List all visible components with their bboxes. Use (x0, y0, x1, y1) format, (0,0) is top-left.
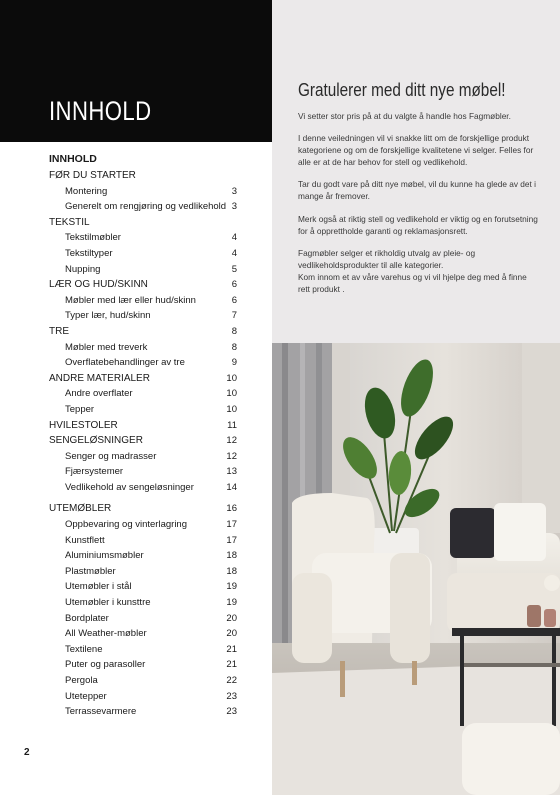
toc-entry[interactable] (49, 262, 239, 278)
toc-label: Aluminiumsmøbler (65, 550, 144, 562)
toc-page-number: 3 (231, 185, 237, 197)
living-room-photo-illustration (272, 343, 560, 795)
toc-entry[interactable] (49, 533, 239, 549)
living-room-photo (272, 343, 560, 795)
toc-entry[interactable] (49, 386, 239, 402)
toc-label: Møbler med lær eller hud/skinn (65, 294, 196, 306)
toc-page-number: 11 (227, 419, 237, 431)
toc-label: Overflatebehandlinger av tre (65, 357, 185, 369)
toc-entry[interactable] (49, 611, 239, 627)
toc-page-number: 17 (226, 534, 237, 546)
toc-page-number: 23 (226, 706, 237, 718)
toc-section[interactable] (49, 324, 239, 340)
toc-label: Fjærsystemer (65, 466, 124, 478)
toc-label: Tekstiltyper (65, 247, 113, 259)
toc-label: Utemøbler i kunsttre (65, 597, 151, 609)
toc-label: Typer lær, hud/skinn (65, 310, 151, 322)
toc-label: Kunstflett (65, 534, 105, 546)
toc-label: Senger og madrasser (65, 450, 157, 462)
toc-label: All Weather-møbler (65, 628, 147, 640)
toc-section[interactable] (49, 168, 239, 184)
toc-page-number: 23 (226, 690, 237, 702)
toc-section[interactable] (49, 501, 239, 517)
intro-paragraph: Tar du godt vare på ditt nye møbel, vil du kunne ha glede av det i mange år fremover. (298, 179, 536, 202)
toc-page-number: 10 (226, 372, 237, 384)
toc-page-number: 20 (226, 612, 237, 624)
toc-label: Oppbevaring og vinterlagring (65, 519, 187, 531)
intro-text (298, 110, 538, 305)
toc-page-number: 13 (226, 466, 237, 478)
toc-page-number: 4 (231, 232, 237, 244)
toc-page-number: 19 (226, 581, 237, 593)
toc-page-number: 9 (231, 357, 237, 369)
toc-entry[interactable] (49, 564, 239, 580)
toc-page-number: 18 (226, 565, 237, 577)
toc-entry[interactable] (49, 579, 239, 595)
toc-page-number: 4 (231, 247, 237, 259)
intro-paragraph: I denne veiledningen vil vi snakke litt om de forskjellige produkt kategoriene og om de forskjellige kvalitetene vi selger. Felles for alle er at de har behov for stell og vedlikehold. (298, 133, 534, 168)
header-title: INNHOLD (49, 96, 152, 126)
toc-label: Utetepper (65, 690, 107, 702)
toc-entry[interactable] (49, 199, 239, 215)
toc-label: UTEMØBLER (49, 503, 112, 515)
toc-label: Puter og parasoller (65, 659, 146, 671)
toc-label: Tekstilmøbler (65, 232, 121, 244)
toc-label: Utemøbler i stål (65, 581, 132, 593)
toc-label: LÆR OG HUD/SKINN (49, 279, 148, 291)
toc-page-number: 16 (226, 503, 237, 515)
toc-label: Nupping (65, 263, 101, 275)
toc-page-number: 6 (231, 294, 237, 306)
page-number: 2 (24, 747, 30, 758)
toc-label: SENGELØSNINGER (49, 435, 143, 447)
toc-section[interactable] (49, 215, 239, 231)
toc-label: Pergola (65, 675, 98, 686)
toc-label: Tepper (65, 403, 95, 415)
toc-entry[interactable] (49, 184, 239, 200)
toc-page-number: 21 (226, 643, 237, 655)
toc-label: Textilene (65, 643, 103, 655)
toc-label: Andre overflater (65, 388, 133, 400)
toc-label: Montering (65, 185, 108, 197)
toc-label: FØR DU STARTER (49, 170, 136, 181)
toc-entry[interactable] (49, 657, 239, 673)
toc-page-number: 8 (231, 325, 237, 337)
toc-page-number: 18 (226, 550, 237, 562)
intro-paragraph: Fagmøbler selger et rikholdig utvalg av pleie- og vedlikeholdsprodukter til alle kategorier. Kom innom et av våre varehus og vi vil hjelpe deg med å finne rett produkt . (298, 247, 527, 295)
toc-page-number: 21 (226, 659, 237, 671)
toc-label: Vedlikehold av sengeløsninger (65, 481, 194, 493)
toc-page-number: 14 (226, 481, 237, 493)
toc-page-number: 12 (226, 435, 237, 447)
toc-entry[interactable] (49, 308, 239, 324)
toc-section[interactable] (49, 277, 239, 293)
toc-page-number: 22 (226, 675, 237, 686)
toc-label: Generelt om rengjøring og vedlikehold (65, 201, 227, 213)
toc-entry[interactable] (49, 704, 239, 720)
toc-page-number: 3 (231, 201, 237, 213)
toc-entry[interactable] (49, 642, 239, 658)
toc-page-number: 6 (231, 279, 237, 291)
toc-label: Bordplater (65, 612, 109, 624)
toc-entry[interactable] (49, 230, 239, 246)
table-of-contents (49, 152, 239, 720)
toc-entry[interactable] (49, 464, 239, 480)
intro-paragraph: Vi setter stor pris på at du valgte å handle hos Fagmøbler. (298, 111, 511, 121)
toc-page-number: 10 (226, 403, 237, 415)
toc-page-number: 12 (226, 450, 237, 462)
toc-page-number: 10 (226, 388, 237, 400)
toc-label: HVILESTOLER (49, 419, 118, 431)
toc-entry[interactable] (49, 595, 239, 611)
toc-label: ANDRE MATERIALER (49, 372, 150, 384)
toc-label: Terrassevarmere (65, 706, 137, 718)
toc-page-number: 8 (231, 341, 237, 353)
intro-paragraph: Merk også at riktig stell og vedlikehold er viktig og en forutsetning for å opprettholde garanti og reklamasjonsrett. (298, 213, 538, 236)
toc-section[interactable] (49, 371, 239, 387)
toc-section[interactable] (49, 418, 239, 434)
toc-entry[interactable] (49, 517, 239, 533)
toc-page-number: 20 (226, 628, 237, 640)
toc-section[interactable] (49, 433, 239, 449)
toc-entry[interactable] (49, 293, 239, 309)
toc-page-number: 19 (226, 597, 237, 609)
toc-entry[interactable] (49, 480, 239, 496)
toc-entry[interactable] (49, 402, 239, 418)
toc-label: Møbler med treverk (65, 341, 148, 353)
toc-label: TRE (49, 325, 69, 337)
toc-entry[interactable] (49, 449, 239, 465)
toc-heading: INNHOLD (49, 153, 97, 165)
toc-entry[interactable] (49, 673, 239, 689)
intro-title: Gratulerer med ditt nye møbel! (298, 80, 506, 100)
toc-entry[interactable] (49, 548, 239, 564)
header-band (0, 0, 272, 142)
toc-page-number: 17 (226, 519, 237, 531)
toc-entry[interactable] (49, 246, 239, 262)
toc-label: TEKSTIL (49, 216, 90, 228)
toc-entry[interactable] (49, 355, 239, 371)
toc-page-number: 7 (231, 310, 237, 322)
toc-entry[interactable] (49, 626, 239, 642)
toc-entry[interactable] (49, 689, 239, 705)
toc-label: Plastmøbler (65, 565, 116, 577)
toc-entry[interactable] (49, 340, 239, 356)
toc-page-number: 5 (231, 263, 237, 275)
